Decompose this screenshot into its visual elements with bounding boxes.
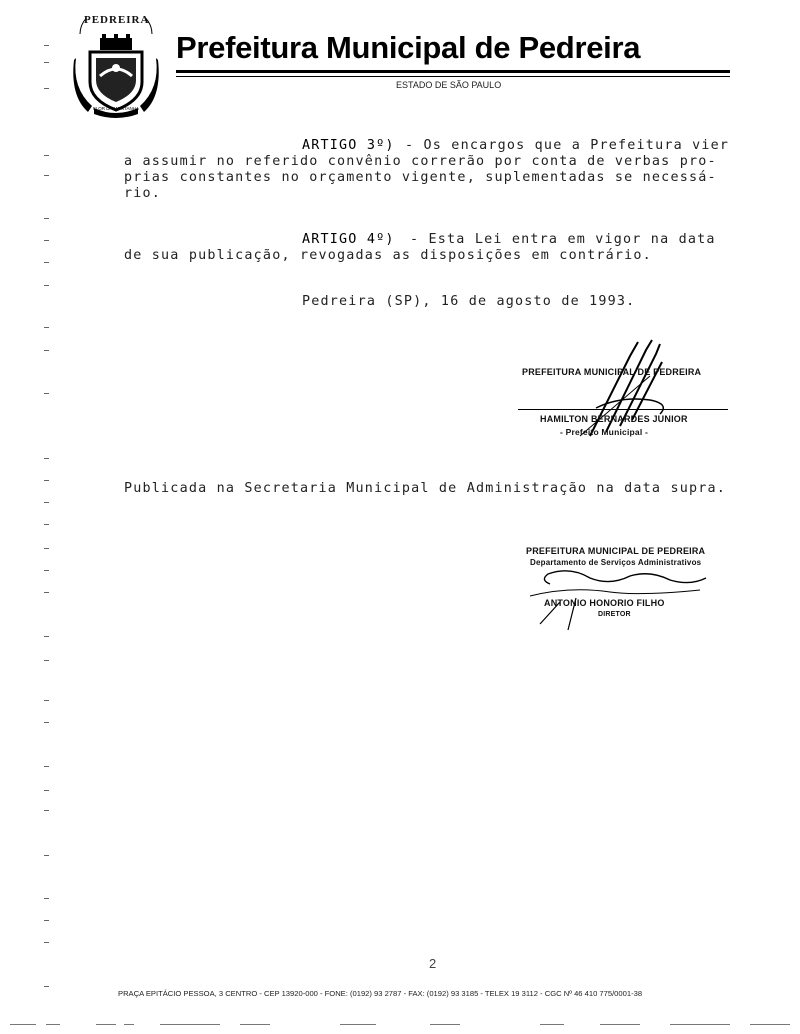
crest-motto: FLOR DA MONTANHA	[93, 106, 139, 111]
mayor-name: HAMILTON BERNARDES JUNIOR	[540, 414, 688, 424]
director-org-label: PREFEITURA MUNICIPAL DE PEDREIRA	[526, 546, 706, 556]
state-subtitle: ESTADO DE SÃO PAULO	[396, 80, 502, 90]
article-3-line-4: rio.	[124, 186, 162, 201]
place-date: Pedreira (SP), 16 de agosto de 1993.	[302, 294, 636, 309]
article-3-label: ARTIGO 3º)	[302, 138, 395, 153]
crest-logo	[70, 14, 162, 118]
article-3-line-2: a assumir no referido convênio correrão por conta de verbas pro-	[124, 154, 717, 169]
page-title: Prefeitura Municipal de Pedreira	[176, 30, 641, 65]
director-role: DIRETOR	[598, 611, 631, 618]
article-4-line-2: de sua publicação, revogadas as disposições em contrário.	[124, 248, 652, 263]
article-4-line-1: - Esta Lei entra em vigor na data	[410, 232, 716, 247]
mayor-org-label: PREFEITURA MUNICIPAL DE PEDREIRA	[522, 367, 702, 377]
page-number: 2	[429, 956, 437, 971]
crest-label: PEDREIRA	[84, 14, 150, 26]
article-4-label: ARTIGO 4º)	[302, 232, 395, 247]
mayor-signature-block	[510, 336, 740, 446]
director-department: Departamento de Serviços Administrativos	[530, 558, 702, 567]
article-3-line-1: - Os encargos que a Prefeitura vier	[405, 138, 730, 153]
mayor-role: - Prefeito Municipal -	[560, 427, 648, 437]
mayor-signature-rule	[518, 409, 728, 410]
article-3-line-3: prias constantes no orçamento vigente, suplementadas se necessá-	[124, 170, 717, 185]
director-name: ANTONIO HONORIO FILHO	[544, 598, 665, 608]
director-signature-block	[520, 540, 730, 630]
header-rule-thick	[176, 70, 730, 73]
footer-address: PRAÇA EPITÁCIO PESSOA, 3 CENTRO - CEP 13920-000 - FONE: (0192) 93 2787 - FAX: (0192) 93 3185 - TELEX 19 3112 - CGC Nº 46 410 775/0001-38	[118, 989, 643, 998]
publication-note: Publicada na Secretaria Municipal de Administração na data supra.	[124, 481, 727, 496]
header-rule-thin	[176, 76, 730, 77]
